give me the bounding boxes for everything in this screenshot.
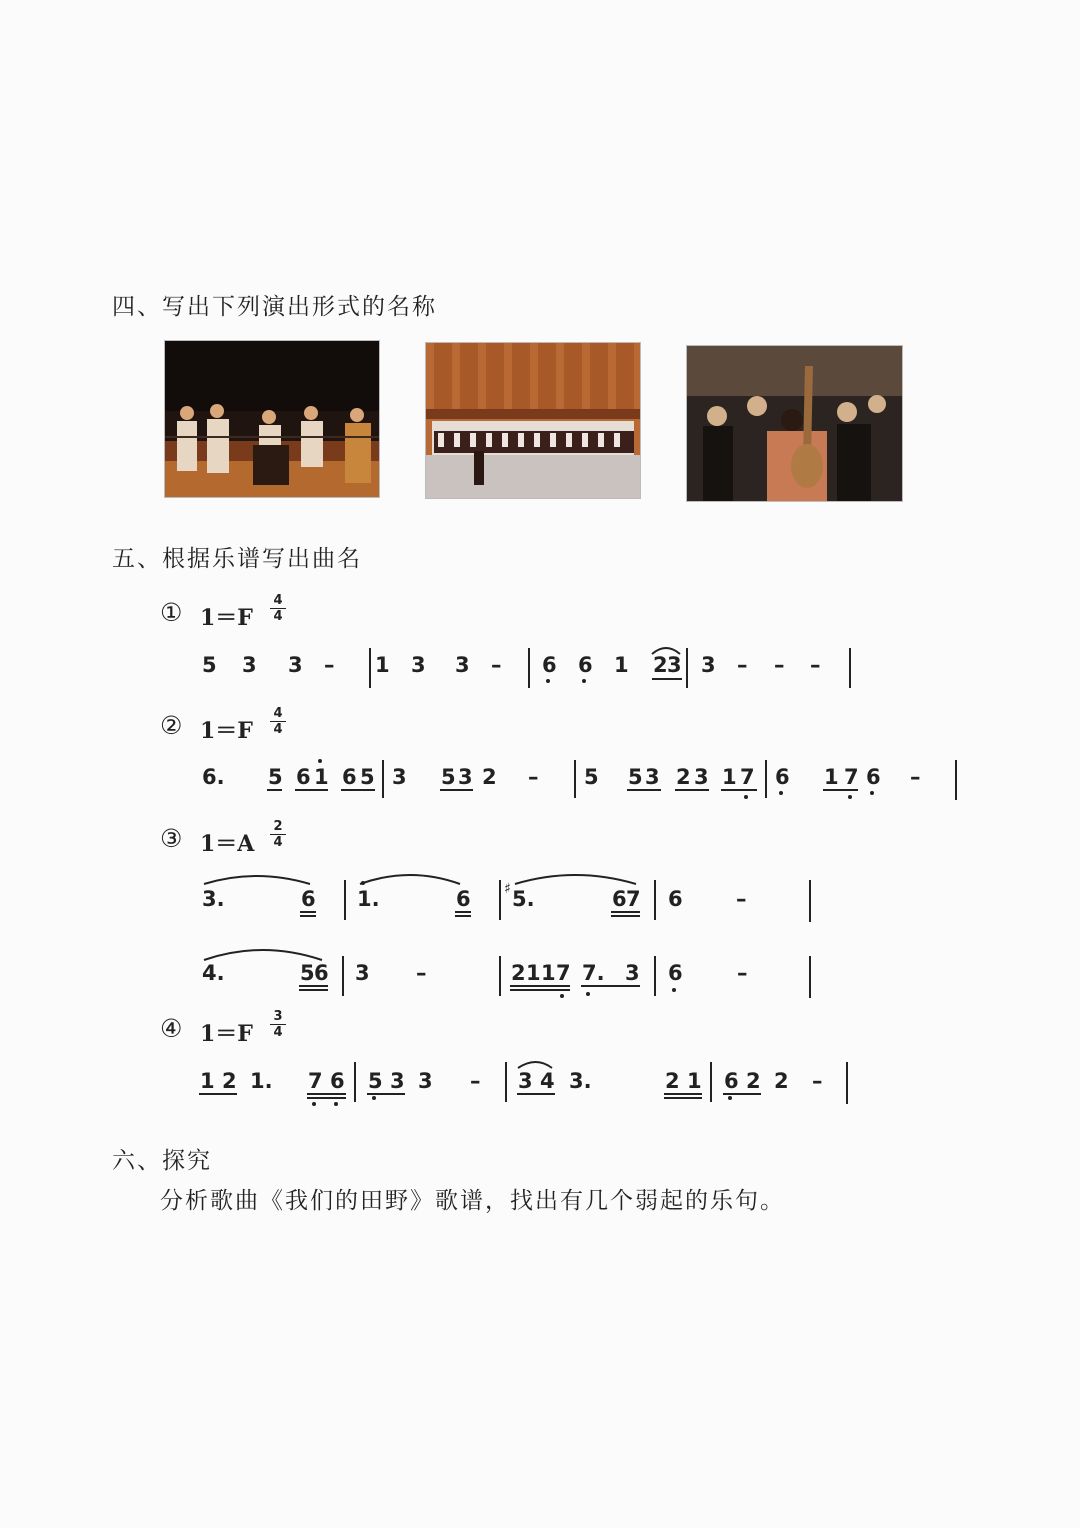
- svg-text:3: 3: [392, 765, 407, 789]
- svg-text:5: 5: [360, 765, 375, 789]
- svg-text:♯: ♯: [504, 881, 511, 897]
- svg-text:–: –: [324, 653, 335, 677]
- svg-text:6: 6: [724, 1069, 739, 1093]
- time-signature: 3 4: [270, 1010, 286, 1039]
- svg-text:3.: 3.: [569, 1069, 592, 1093]
- svg-text:6: 6: [314, 961, 329, 985]
- svg-text:2: 2: [653, 653, 668, 677]
- svg-text:6: 6: [456, 887, 471, 911]
- svg-text:3: 3: [458, 765, 473, 789]
- svg-text:1: 1: [314, 765, 329, 789]
- svg-text:–: –: [910, 765, 921, 789]
- svg-text:3: 3: [694, 765, 709, 789]
- svg-text:1: 1: [614, 653, 629, 677]
- svg-text:3: 3: [625, 961, 640, 985]
- svg-text:1: 1: [722, 765, 737, 789]
- svg-text:1: 1: [526, 961, 541, 985]
- svg-text:3: 3: [390, 1069, 405, 1093]
- item-number: ④: [160, 1014, 183, 1043]
- svg-text:5: 5: [300, 961, 315, 985]
- svg-text:–: –: [810, 653, 821, 677]
- svg-text:7: 7: [626, 887, 641, 911]
- score-4-line: [199, 1062, 847, 1106]
- key-signature: 1＝F: [200, 605, 253, 631]
- item-number: ①: [160, 598, 183, 627]
- svg-text:1: 1: [824, 765, 839, 789]
- svg-text:3: 3: [411, 653, 426, 677]
- svg-text:3: 3: [701, 653, 716, 677]
- svg-text:–: –: [491, 653, 502, 677]
- svg-text:4.: 4.: [202, 961, 225, 985]
- item-number: ③: [160, 824, 183, 853]
- svg-text:2: 2: [746, 1069, 761, 1093]
- section-4-title: 四、写出下列演出形式的名称: [112, 294, 437, 320]
- svg-text:5: 5: [441, 765, 456, 789]
- svg-text:3: 3: [455, 653, 470, 677]
- svg-text:–: –: [736, 887, 747, 911]
- svg-text:5: 5: [268, 765, 283, 789]
- svg-text:6: 6: [668, 961, 683, 985]
- svg-text:4: 4: [540, 1069, 555, 1093]
- score-3-line-b: [202, 950, 810, 998]
- svg-text:2: 2: [482, 765, 497, 789]
- svg-text:3: 3: [645, 765, 660, 789]
- svg-text:3: 3: [667, 653, 682, 677]
- orchestra-photo: [686, 345, 903, 502]
- key-signature: 1＝F: [200, 718, 253, 744]
- svg-text:7.: 7.: [582, 961, 605, 985]
- section-5-title: 五、根据乐谱写出曲名: [112, 546, 362, 572]
- svg-text:5: 5: [202, 653, 217, 677]
- svg-text:3: 3: [418, 1069, 433, 1093]
- svg-text:–: –: [812, 1069, 823, 1093]
- svg-text:–: –: [774, 653, 785, 677]
- svg-text:3: 3: [355, 961, 370, 985]
- svg-text:2: 2: [222, 1069, 237, 1093]
- svg-text:1: 1: [541, 961, 556, 985]
- svg-text:–: –: [737, 961, 748, 985]
- svg-text:1: 1: [375, 653, 390, 677]
- svg-text:5: 5: [368, 1069, 383, 1093]
- svg-text:5.: 5.: [512, 887, 535, 911]
- section-6-title: 六、探究: [112, 1148, 212, 1174]
- svg-text:6: 6: [668, 887, 683, 911]
- svg-text:3: 3: [288, 653, 303, 677]
- svg-text:6: 6: [342, 765, 357, 789]
- svg-text:3.: 3.: [202, 887, 225, 911]
- svg-text:6: 6: [542, 653, 557, 677]
- key-signature: 1＝F: [200, 1021, 253, 1047]
- svg-text:2: 2: [511, 961, 526, 985]
- choir-photo: [425, 342, 641, 499]
- section-6-question: 分析歌曲《我们的田野》歌谱，找出有几个弱起的乐句。: [160, 1188, 785, 1214]
- svg-text:3: 3: [242, 653, 257, 677]
- svg-text:–: –: [528, 765, 539, 789]
- item-number: ②: [160, 711, 183, 740]
- time-signature: 4 4: [270, 594, 286, 623]
- svg-text:2: 2: [665, 1069, 680, 1093]
- svg-text:–: –: [470, 1069, 481, 1093]
- svg-text:5: 5: [628, 765, 643, 789]
- score-2-line: [202, 759, 956, 800]
- svg-text:5: 5: [584, 765, 599, 789]
- svg-text:6: 6: [612, 887, 627, 911]
- time-signature: 4 4: [270, 707, 286, 736]
- svg-text:1: 1: [687, 1069, 702, 1093]
- svg-text:3: 3: [518, 1069, 533, 1093]
- svg-text:6: 6: [578, 653, 593, 677]
- svg-text:6: 6: [296, 765, 311, 789]
- score-3-line-a: [202, 875, 810, 922]
- svg-text:–: –: [416, 961, 427, 985]
- time-signature: 2 4: [270, 820, 286, 849]
- chinese-ensemble-photo: [164, 340, 380, 498]
- svg-text:7: 7: [556, 961, 571, 985]
- svg-text:1.: 1.: [250, 1069, 273, 1093]
- score-1-line: [202, 648, 850, 688]
- svg-text:1: 1: [200, 1069, 215, 1093]
- svg-text:7: 7: [740, 765, 755, 789]
- key-signature: 1＝A: [200, 831, 255, 857]
- svg-text:2: 2: [774, 1069, 789, 1093]
- svg-text:6.: 6.: [202, 765, 225, 789]
- svg-text:7: 7: [844, 765, 859, 789]
- svg-text:6: 6: [866, 765, 881, 789]
- svg-text:7: 7: [308, 1069, 323, 1093]
- svg-text:1.: 1.: [357, 887, 380, 911]
- svg-text:2: 2: [676, 765, 691, 789]
- svg-text:6: 6: [775, 765, 790, 789]
- svg-text:6: 6: [301, 887, 316, 911]
- svg-text:6: 6: [330, 1069, 345, 1093]
- svg-text:–: –: [737, 653, 748, 677]
